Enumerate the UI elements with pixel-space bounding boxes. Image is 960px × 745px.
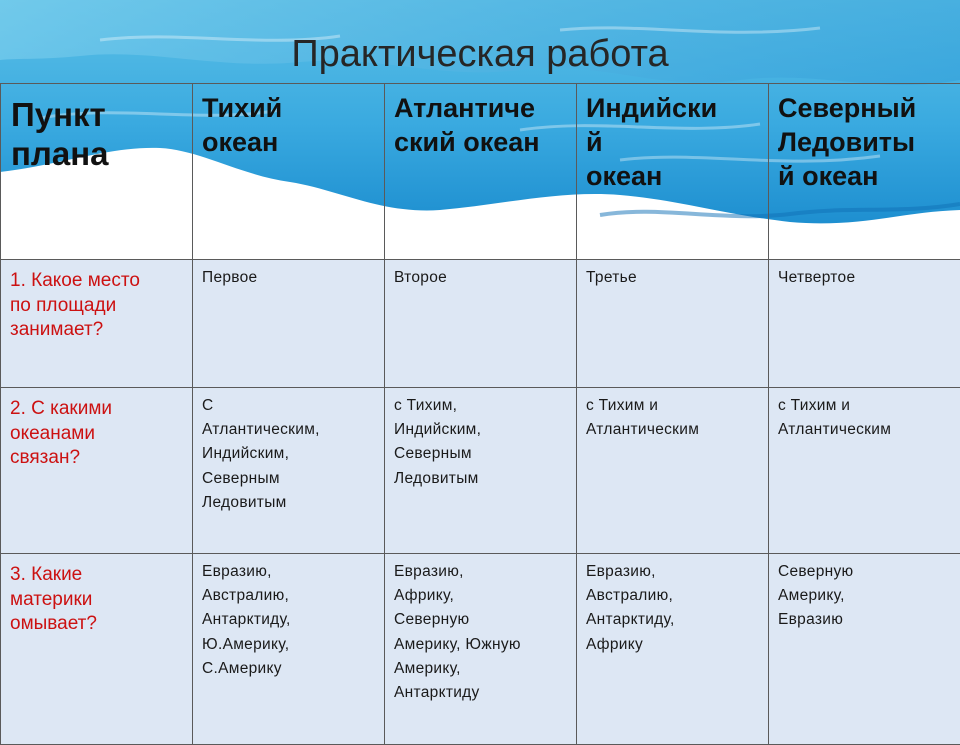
header-text-line: Ледовиты	[778, 126, 960, 160]
answer-cell-atlantic	[385, 260, 577, 388]
answer-cell-pacific	[193, 388, 385, 554]
header-text-line: Атлантиче	[394, 92, 576, 126]
answer-cell-pacific	[193, 554, 385, 745]
header-indian	[577, 84, 769, 260]
question-line: по площади	[10, 294, 186, 319]
answer-line: Второе	[394, 266, 570, 290]
answer-line: Евразию,	[586, 560, 762, 584]
answer-cell-arctic	[769, 260, 960, 388]
question-line: океанами	[10, 422, 186, 447]
table-row-connected-oceans	[1, 388, 960, 554]
answer-cell-indian	[577, 554, 769, 745]
answer-cell-indian	[577, 260, 769, 388]
answer-line: Атлантическим,	[202, 418, 378, 442]
question-line: занимает?	[10, 318, 186, 343]
answer-cell-arctic	[769, 554, 960, 745]
answer-cell-pacific	[193, 260, 385, 388]
question-line: омывает?	[10, 612, 186, 637]
answer-line: С	[202, 394, 378, 418]
header-pacific	[193, 84, 385, 260]
answer-line: с Тихим,	[394, 394, 570, 418]
answer-line: с Тихим и	[586, 394, 762, 418]
header-text-line: океан	[586, 160, 768, 194]
answer-line: Северным	[394, 442, 570, 466]
question-line: связан?	[10, 446, 186, 471]
answer-line: Северную	[394, 608, 570, 632]
answer-line: Ледовитым	[202, 491, 378, 515]
answer-line: Северным	[202, 467, 378, 491]
header-text-line: Индийски	[586, 92, 768, 126]
header-text-line: Тихий	[202, 92, 384, 126]
answer-line: Северную	[778, 560, 954, 584]
header-atlantic	[385, 84, 577, 260]
header-text-line: Северный	[778, 92, 960, 126]
table-row-area-rank	[1, 260, 960, 388]
question-line: материки	[10, 588, 186, 613]
question-cell	[1, 554, 193, 745]
question-line: 3. Какие	[10, 563, 186, 588]
answer-line: Антарктиду,	[202, 608, 378, 632]
header-text-line: океан	[202, 126, 384, 160]
answer-line: Австралию,	[586, 584, 762, 608]
answer-line: Евразию,	[202, 560, 378, 584]
answer-line: Индийским,	[394, 418, 570, 442]
answer-line: Ю.Америку,	[202, 633, 378, 657]
slide-title: Практическая работа	[0, 34, 960, 76]
header-text-line: й океан	[778, 160, 960, 194]
answer-line: Евразию,	[394, 560, 570, 584]
answer-cell-atlantic	[385, 388, 577, 554]
answer-line: Третье	[586, 266, 762, 290]
answer-line: Индийским,	[202, 442, 378, 466]
answer-cell-arctic	[769, 388, 960, 554]
table-row-continents	[1, 554, 960, 745]
answer-line: Антарктиду	[394, 681, 570, 705]
question-cell	[1, 388, 193, 554]
answer-line: С.Америку	[202, 657, 378, 681]
header-text-line: й	[586, 126, 768, 160]
header-text-line: плана	[11, 135, 192, 174]
answer-line: Австралию,	[202, 584, 378, 608]
answer-line: Евразию	[778, 608, 954, 632]
header-text-line: ский океан	[394, 126, 576, 160]
answer-line: Ледовитым	[394, 467, 570, 491]
answer-line: Первое	[202, 266, 378, 290]
answer-line: Африку	[586, 633, 762, 657]
answer-line: Атлантическим	[586, 418, 762, 442]
header-arctic	[769, 84, 960, 260]
header-row	[1, 84, 960, 260]
answer-line: Америку,	[778, 584, 954, 608]
question-cell	[1, 260, 193, 388]
answer-line: с Тихим и	[778, 394, 954, 418]
answer-line: Африку,	[394, 584, 570, 608]
answer-line: Америку,	[394, 657, 570, 681]
answer-cell-indian	[577, 388, 769, 554]
header-text-line: Пункт	[11, 96, 192, 135]
question-line: 1. Какое место	[10, 269, 186, 294]
answer-line: Атлантическим	[778, 418, 954, 442]
answer-line: Америку, Южную	[394, 633, 570, 657]
plan-table	[0, 83, 960, 745]
question-line: 2. С какими	[10, 397, 186, 422]
answer-cell-atlantic	[385, 554, 577, 745]
answer-line: Четвертое	[778, 266, 954, 290]
answer-line: Антарктиду,	[586, 608, 762, 632]
header-plan-point	[1, 84, 193, 260]
